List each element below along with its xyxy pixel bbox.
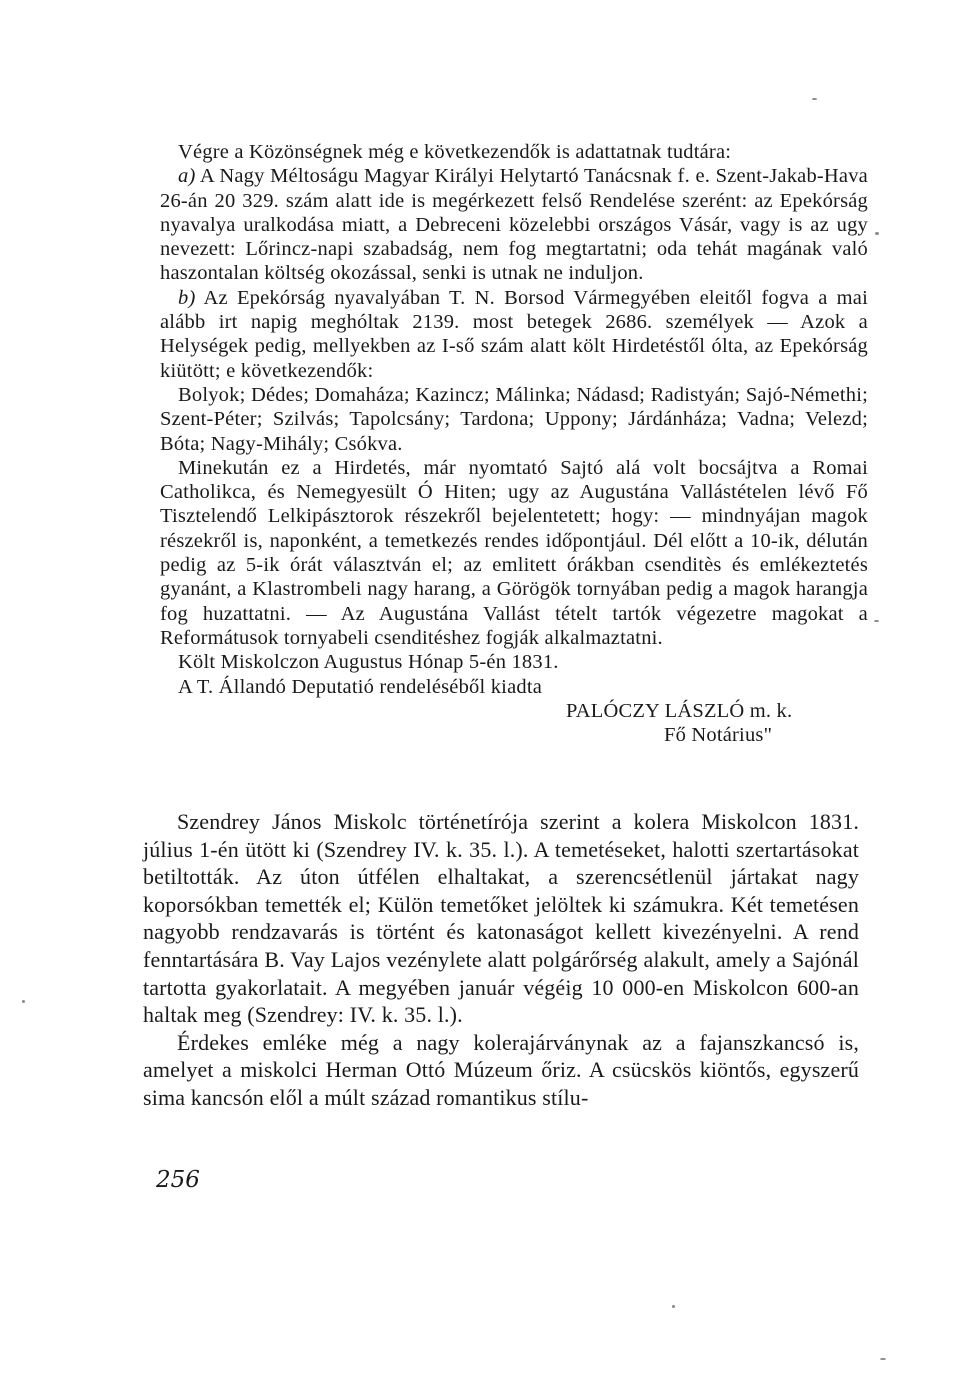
- paragraph-b-text: Az Epekórság nyavalyában T. N. Borsod Vármegyében eleitől fogva a mai alább irt napig meghóltak 2139. most betegek 2686. személyek — Azok a Helységek pedig, mellyekben az I-ső szám alatt költ Hirdetéstől ólta, az Epekórság kiütött; e következendők:: [160, 286, 868, 382]
- bells-paragraph: Minekután ez a Hirdetés, már nyomtató Sajtó alá volt bocsájtva a Romai Catholikca, és Nemegyesült Ó Hiten; ugy az Augustána Vallástételen lévő Fő Tisztelendő Lelkipásztorok részekről bejelentetett; hogy: — mindnyájan magok részekről is, naponként, a temetkezés rendes időpontjául. Dél előtt a 10-ik, délután pedig az 5-ik órát választván el; az emlitett órákban csenditès és emlékeztetés gyanánt, a Klastrombeli nagy harang, a Görögök tornyában pedig a magok harangja fog huzattatni. — Az Augustána Vallást tételt tartók végezetre magokat a Reformátusok tornyabeli csenditéshez fogják alkalmaztatni.: [160, 456, 868, 649]
- signature-title: Fő Notárius": [664, 724, 773, 747]
- scan-speck: [874, 620, 879, 622]
- commentary-section: [143, 808, 859, 1112]
- scan-speck: [880, 1358, 886, 1360]
- paragraph-b-marker: b): [178, 286, 196, 309]
- date-line: Költ Miskolczon Augustus Hónap 5-én 1831.: [178, 651, 559, 674]
- intro-paragraph: Végre a Közönségnek még e következendők is adattatnak tudtára:: [178, 141, 732, 163]
- scan-speck: [672, 1305, 675, 1308]
- paragraph-a-text: A Nagy Méltoságu Magyar Királyi Helytartó Tanácsnak f. e. Szent-Jakab-Hava 26-án 20 329. szám alatt ide is megérkezett felső Rendelése szerént: az Epekórság nyavalya uralkodása miatt, a Debreceni közelebbi országos Vásár, vagy is az ugy nevezett: Lőrincz-napi szabadság, nem fog megtartatni; oda tehát magának való haszontalan költség okozással, senki is utnak ne induljon.: [160, 165, 868, 285]
- scan-speck: [812, 98, 817, 100]
- paragraph-a: [160, 164, 868, 285]
- scan-speck: [22, 1000, 25, 1003]
- signature-name: PALÓCZY LÁSZLÓ m. k.: [566, 699, 793, 722]
- page-number: 256: [156, 1167, 200, 1193]
- proclamation-section: [160, 140, 868, 747]
- commentary-paragraph-2: Érdekes emléke még a nagy kolerajárványnak az a fajanszkancsó is, amelyet a miskolci Herman Ottó Múzeum őriz. A csücskös kiöntős, egyszerű sima kancsón elől a múlt század romantikus stílu-: [143, 1029, 859, 1110]
- paragraph-a-marker: a): [178, 165, 196, 188]
- village-list: Bolyok; Dédes; Domaháza; Kazincz; Málinka; Nádasd; Radistyán; Sajó-Némethi; Szent-Péter; Szilvás; Tapolcsány; Tardona; Uppony; Járdánháza; Vadna; Velezd; Bóta; Nagy-Mihály; Csókva.: [160, 383, 868, 455]
- paragraph-b: [160, 286, 868, 383]
- scan-speck: [875, 232, 879, 235]
- issuer-line: A T. Állandó Deputatió rendeléséből kiadta: [178, 675, 543, 698]
- commentary-paragraph-1: Szendrey János Miskolc történetírója szerint a kolera Miskolcon 1831. július 1-én ütött ki (Szendrey IV. k. 35. l.). A temetéseket, halotti szertartásokat betiltották. Az úton útfélen elhaltakat, a szerencsétlenül jártakat nagy koporsókban temették el; Külön temetőket jelöltek ki számukra. Két temetésen nagyobb rendzavarás is történt és katonaságot kellett kivezényelni. A rend fenntartására B. Vay Lajos vezénylete alatt polgárőrség alakult, amely a Sajónál tartotta gyakorlatait. A megyében január végéig 10 000-en Miskolcon 600-an haltak meg (Szendrey: IV. k. 35. l.).: [143, 809, 859, 1028]
